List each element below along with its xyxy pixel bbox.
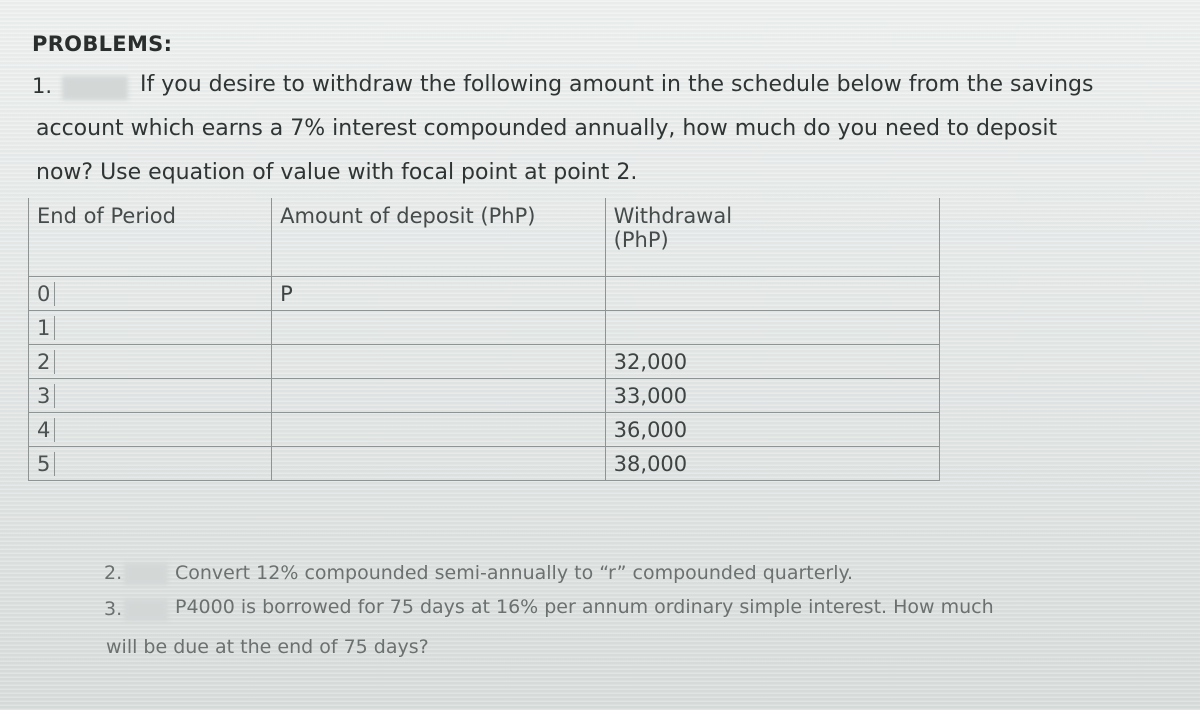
problem-3-number: 3.: [104, 598, 123, 620]
table-header-row: [29, 198, 940, 277]
deposit-cell: [272, 311, 606, 345]
withdrawal-cell: 32,000: [605, 345, 939, 379]
header-end-of-period: End of Period: [29, 198, 272, 277]
deposit-cell: [272, 413, 606, 447]
withdrawal-cell: 33,000: [605, 379, 939, 413]
withdrawal-cell: [605, 311, 939, 345]
period-value: 4: [37, 418, 55, 442]
table-row: [29, 345, 940, 379]
deposit-cell: [272, 345, 606, 379]
withdrawal-cell: 36,000: [605, 413, 939, 447]
header-withdrawal-line-2: (PhP): [613, 228, 669, 252]
problem-2-number: 2.: [104, 562, 123, 584]
period-cell: [29, 345, 272, 379]
redacted-mark: [124, 599, 168, 621]
deposit-cell: [272, 447, 606, 481]
period-cell: [29, 447, 272, 481]
period-value: 1: [37, 316, 55, 340]
table-row: [29, 311, 940, 345]
table-row: [29, 447, 940, 481]
deposit-cell: P: [272, 277, 606, 311]
problem-1-number: 1.: [32, 74, 53, 98]
redacted-mark: [124, 563, 168, 585]
period-cell: [29, 379, 272, 413]
problem-1-line-3: now? Use equation of value with focal point at point 2.: [36, 160, 638, 185]
period-value: 0: [37, 282, 55, 306]
table-row: [29, 277, 940, 311]
period-cell: [29, 311, 272, 345]
problem-1-line-2: account which earns a 7% interest compounded annually, how much do you need to deposit: [36, 116, 1058, 141]
header-withdrawal-line-1: Withdrawal: [613, 204, 733, 228]
period-cell: [29, 277, 272, 311]
header-withdrawal: [605, 198, 939, 277]
period-value: 2: [37, 350, 55, 374]
table-row: [29, 413, 940, 447]
problem-3-line-2: will be due at the end of 75 days?: [106, 636, 429, 658]
problem-2-text: Convert 12% compounded semi-annually to “r” compounded quarterly.: [175, 562, 854, 584]
period-cell: [29, 413, 272, 447]
withdrawal-cell: [605, 277, 939, 311]
table-row: [29, 379, 940, 413]
header-amount-of-deposit: Amount of deposit (PhP): [272, 198, 606, 277]
redacted-mark: [62, 76, 128, 100]
deposit-cell: [272, 379, 606, 413]
withdrawal-schedule-table: [28, 198, 940, 481]
problems-heading: PROBLEMS:: [32, 32, 173, 56]
problem-1-line-1: If you desire to withdraw the following amount in the schedule below from the savings: [140, 72, 1094, 97]
problem-3-line-1: P4000 is borrowed for 75 days at 16% per annum ordinary simple interest. How much: [175, 596, 994, 618]
period-value: 5: [37, 452, 55, 476]
withdrawal-cell: 38,000: [605, 447, 939, 481]
period-value: 3: [37, 384, 55, 408]
